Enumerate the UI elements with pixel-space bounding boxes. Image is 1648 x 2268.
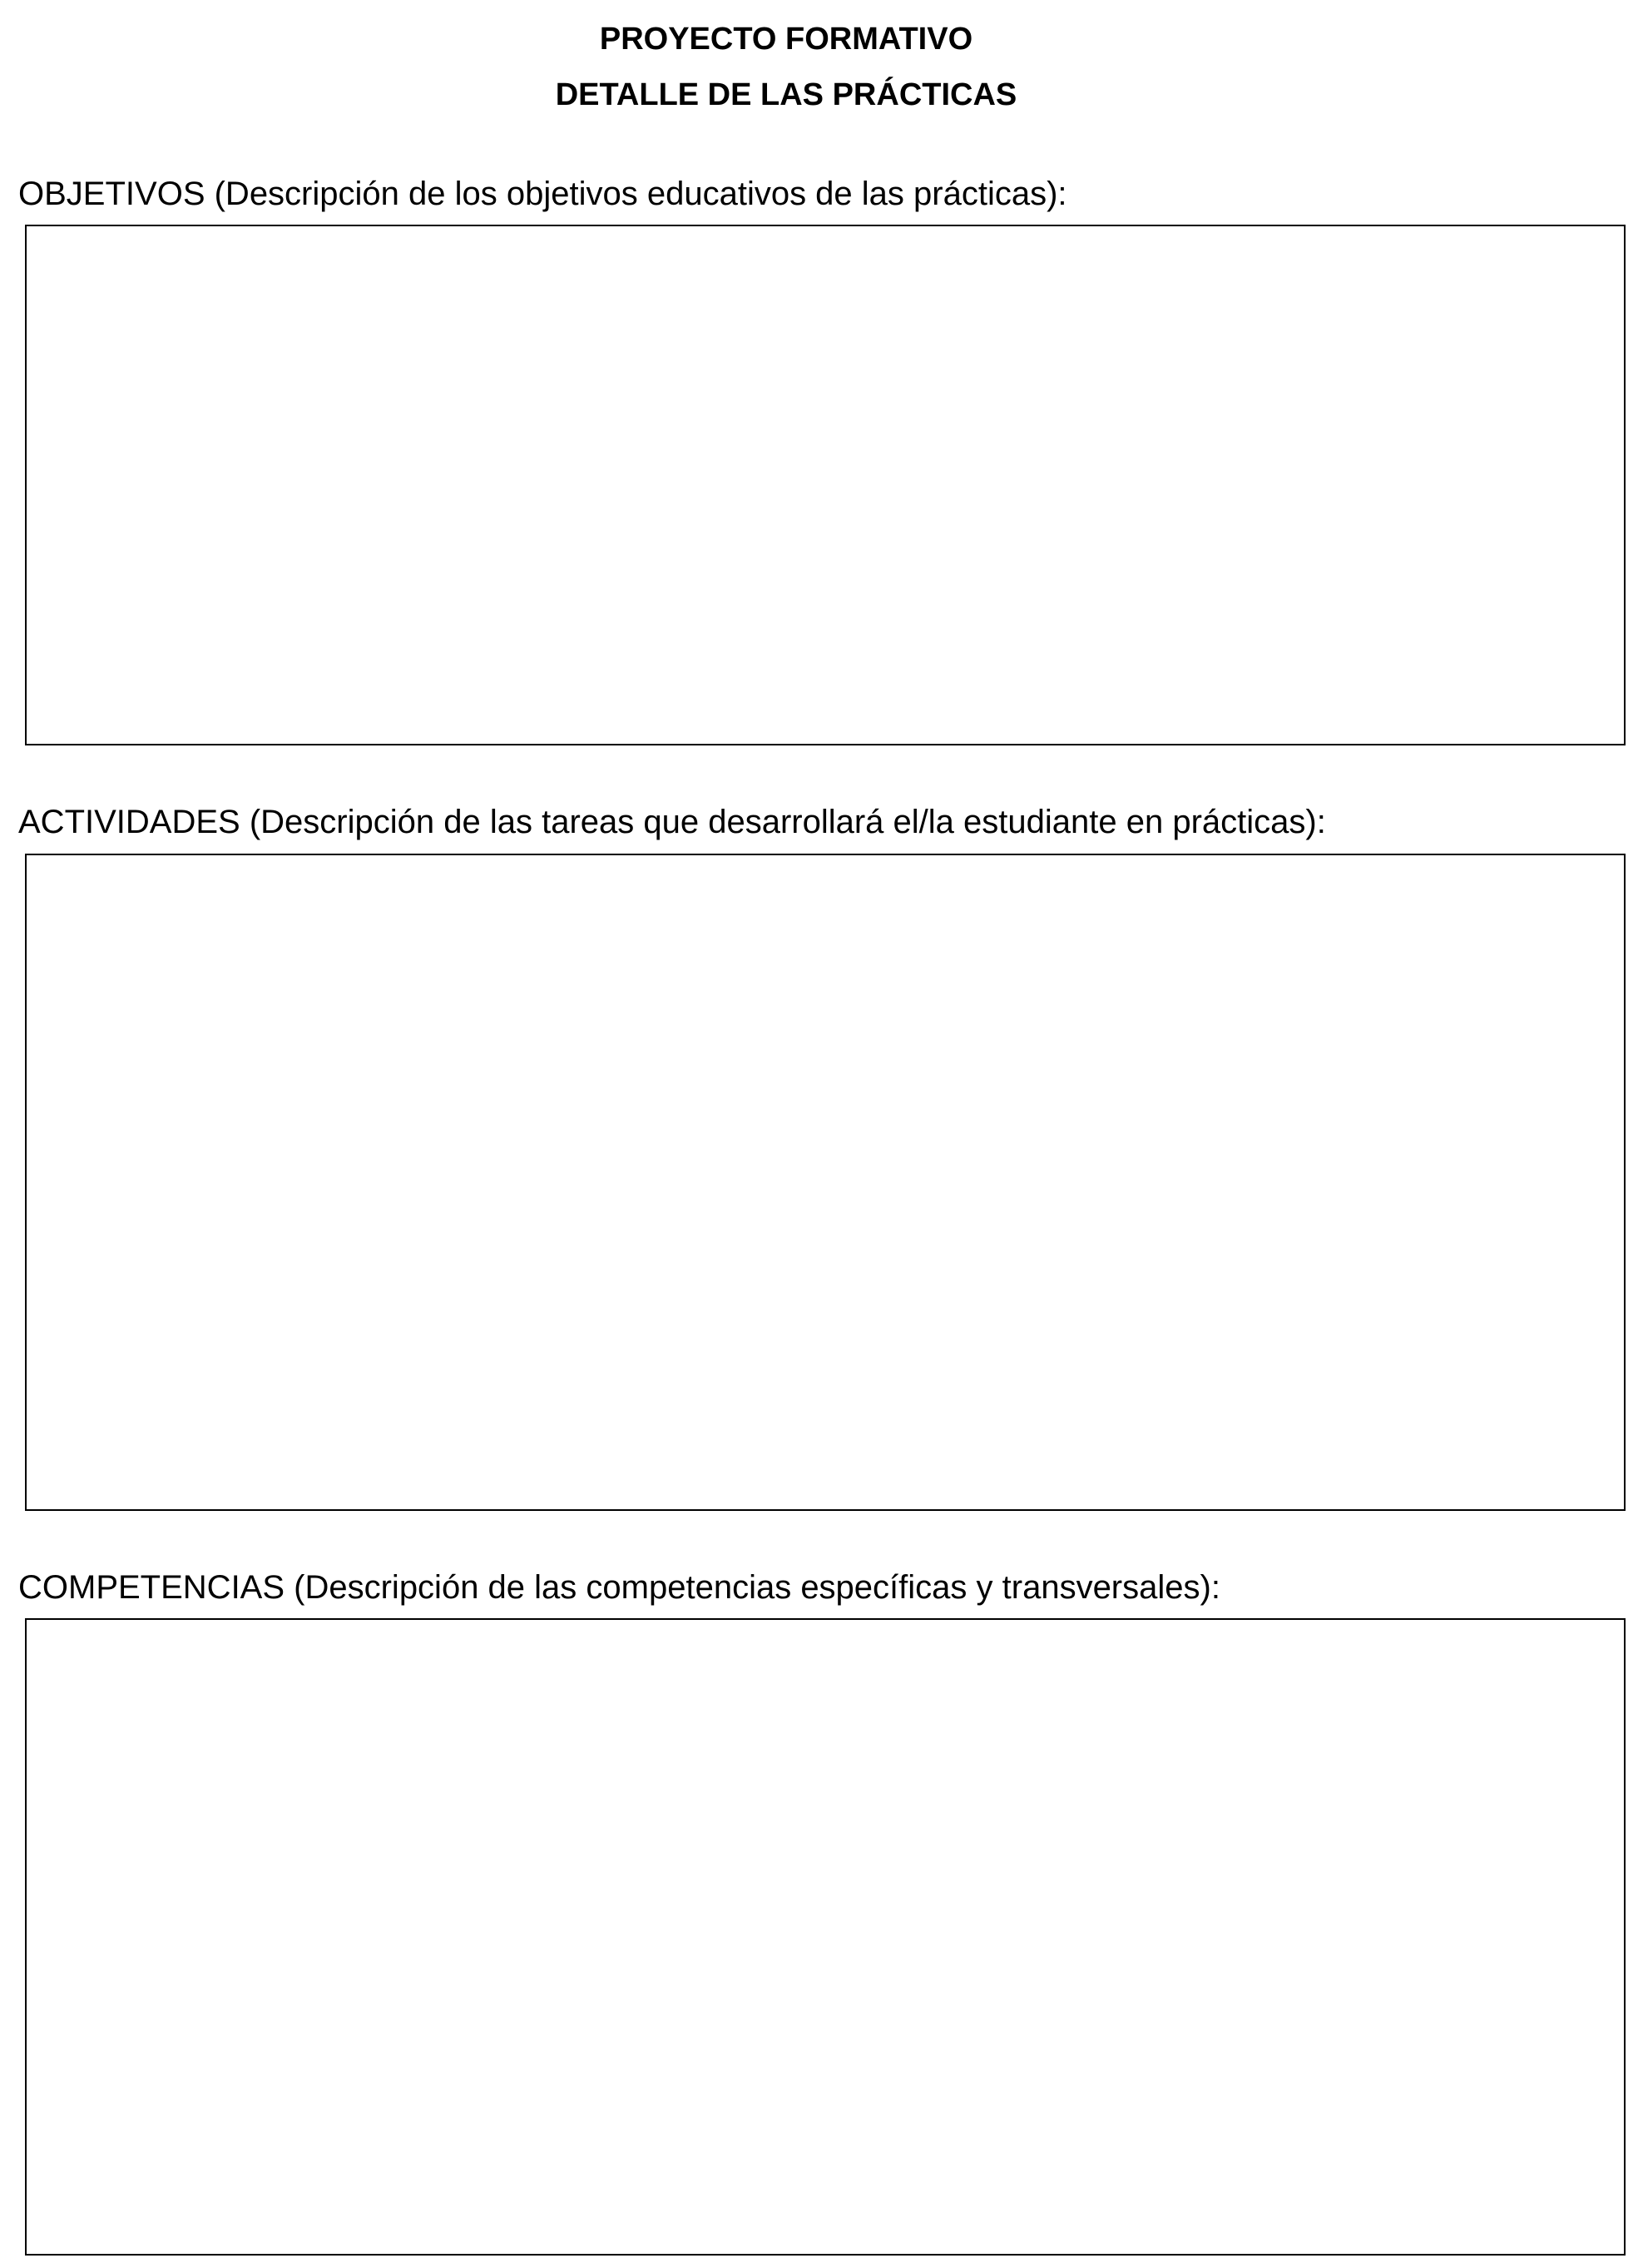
- actividades-field[interactable]: [25, 854, 1626, 1511]
- document-title: [0, 12, 1572, 123]
- title-line-2: DETALLE DE LAS PRÁCTICAS: [555, 77, 1017, 112]
- competencias-field[interactable]: [25, 1618, 1626, 2256]
- competencias-label: COMPETENCIAS (Descripción de las competencias específicas y transversales):: [18, 1569, 1220, 1606]
- objetivos-label: OBJETIVOS (Descripción de los objetivos educativos de las prácticas):: [18, 176, 1067, 212]
- objetivos-field[interactable]: [25, 225, 1626, 745]
- title-line-1: PROYECTO FORMATIVO: [599, 22, 973, 57]
- actividades-label: ACTIVIDADES (Descripción de las tareas que desarrollará el/la estudiante en prácticas):: [18, 804, 1326, 840]
